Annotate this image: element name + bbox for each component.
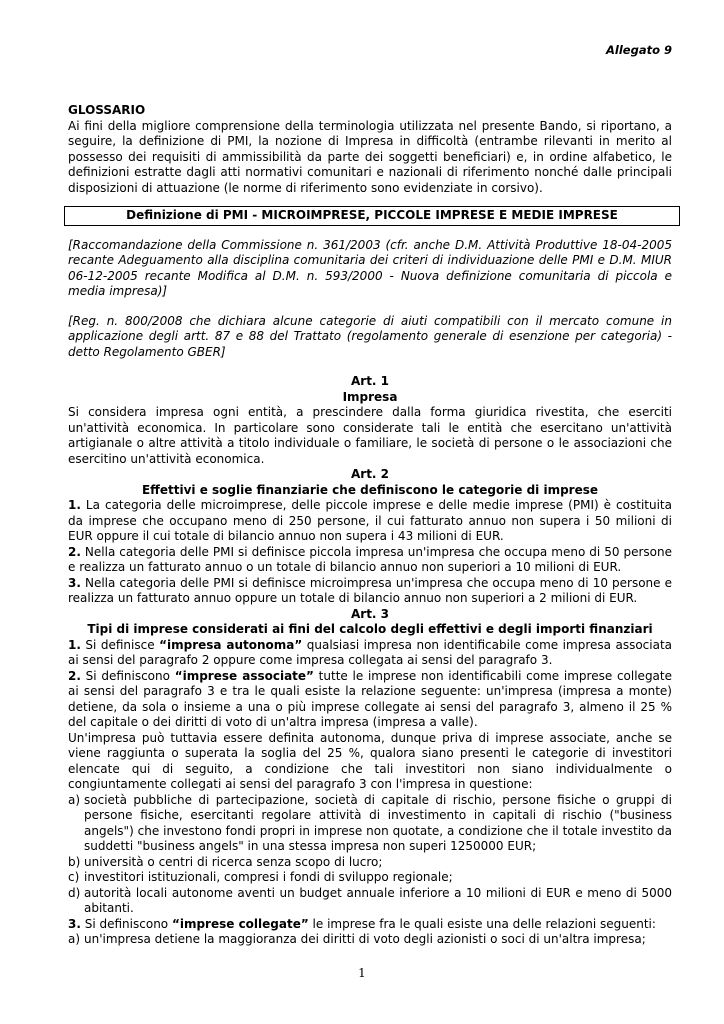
art3-p3-pre: Si definiscono — [80, 916, 172, 931]
definition-box: Definizione di PMI - MICROIMPRESE, PICCOLE IMPRESE E MEDIE IMPRESE — [64, 206, 680, 226]
art1-title: Impresa — [342, 389, 398, 404]
art3-p2-num: 2. — [68, 668, 81, 683]
art3-paragraph-3 — [68, 917, 672, 933]
glossario-section — [68, 103, 672, 196]
art3-p1-post: qualsiasi impresa non identificabile come impresa associata ai sensi del paragrafo 2 oppure come impresa collegata ai sensi del paragrafo 3. — [68, 637, 673, 667]
list-item — [68, 886, 672, 917]
list-item-text: investitori istituzionali, compresi i fondi di sviluppo regionale; — [84, 870, 453, 884]
art2-p2-num: 2. — [68, 544, 81, 559]
art3-p2-term: “imprese associate” — [174, 668, 314, 683]
list-item-text: autorità locali autonome aventi un budget annuale inferiore a 10 milioni di EUR e meno di 5000 abitanti. — [84, 885, 672, 915]
page-number: 1 — [358, 966, 366, 980]
art2-p1-num: 1. — [68, 498, 81, 512]
art2-p1-text: La categoria delle microimprese, delle piccole imprese e delle medie imprese (PMI) è costituita da imprese che occupano meno di 250 persone, il cui fatturato annuo non supera i 50 milioni di EUR oppure il cui totale di bilancio annuo non supera i 43 milioni di EUR. — [68, 498, 672, 543]
list-item-label: a) — [68, 792, 81, 807]
list-item-text: un'impresa detiene la maggioranza dei diritti di voto degli azionisti o soci di un'altra impresa; — [84, 932, 646, 946]
art3-p3-num: 3. — [68, 916, 81, 931]
art3-p3-post: le imprese fra le quali esiste una delle relazioni seguenti: — [308, 916, 656, 931]
list-item-text: università o centri di ricerca senza scopo di lucro; — [84, 854, 383, 869]
art1-number: Art. 1 — [350, 374, 390, 388]
art3-p2-post: tutte le imprese non identificabili come imprese collegate ai sensi del paragrafo 3 e tra le quali esiste la relazione seguente: un'impresa (impresa a monte) detiene, da sola o insieme a una o più imprese collegate ai sensi del paragrafo 3, almeno il 25 % del capitale o dei diritti di voto di un'altra impresa (impresa a valle). — [68, 668, 672, 729]
art3-paragraph-2 — [68, 669, 672, 731]
art3-p1-pre: Si definisce — [80, 637, 160, 652]
reference-2: [Reg. n. 800/2008 che dichiara alcune categorie di aiuti compatibili con il mercato comune in applicazione degli artt. 87 e 88 del Trattato (regolamento generale di esenzione per categoria) - detto Regolamento GBER] — [68, 313, 672, 359]
art2-title: Effettivi e soglie finanziarie che definiscono le categorie di imprese — [141, 482, 599, 497]
document-body — [68, 103, 672, 948]
list-item-label: c) — [68, 870, 80, 884]
collegate-list — [68, 932, 672, 948]
glossario-intro: Ai fini della migliore comprensione della terminologia utilizzata nel presente Bando, si riportano, a seguire, la definizione di PMI, la nozione di Impresa in difficoltà (entrambe rilevanti in merito al possesso dei requisiti di ammissibilità da parte dei soggetti beneficiari) e, in ordine alfabetico, le definizioni estratte dagli atti normativi comunitari e nazionali di riferimento nonché dalle principali disposizioni di attuazione (le norme di riferimento sono evidenziate in corsivo). — [68, 118, 672, 195]
list-item — [68, 932, 672, 948]
art3-p1-num: 1. — [68, 637, 81, 652]
art3-p1-term: “impresa autonoma” — [159, 637, 303, 652]
art3-paragraph-2b: Un'impresa può tuttavia essere definita autonoma, dunque priva di imprese associate, anche se viene raggiunta o superata la soglia del 25 %, qualora siano presenti le categorie di investitori elencate qui di seguito, a condizione che tali investitori non siano individualmente o congiuntamente collegati ai sensi del paragrafo 3 con l'impresa in questione: — [68, 730, 672, 791]
investor-list — [68, 793, 672, 917]
list-item — [68, 855, 672, 871]
list-item-label: b) — [68, 854, 81, 869]
list-item-text: società pubbliche di partecipazione, società di capitale di rischio, persone fisiche o gruppi di persone fisiche, esercitanti regolare attività di investimento in capitali di rischio ("business angels") che investono fondi propri in imprese non quotate, a condizione che il totale investito da suddetti "business angels" in una stessa impresa non superi 1250000 EUR; — [84, 792, 672, 853]
art3-p2-pre: Si definiscono — [80, 668, 175, 683]
art2-p3-num: 3. — [68, 575, 81, 590]
art2-paragraph-2 — [68, 545, 672, 576]
list-item — [68, 793, 672, 855]
art3-title: Tipi di imprese considerati ai fini del calcolo degli effettivi e degli importi finanziari — [87, 622, 653, 636]
art3-number: Art. 3 — [350, 606, 390, 621]
art2-p3-text: Nella categoria delle PMI si definisce microimpresa un'impresa che occupa meno di 10 persone e realizza un fatturato annuo oppure un totale di bilancio annuo non superiori a 2 milioni di EUR. — [68, 575, 672, 605]
art2-paragraph-1 — [68, 498, 672, 545]
art3-paragraph-1 — [68, 638, 672, 669]
art2-paragraph-3 — [68, 576, 672, 607]
art1-text: Si considera impresa ogni entità, a prescindere dalla forma giuridica rivestita, che eserciti un'attività economica. In particolare sono considerate tali le entità che esercitano un'attività artigianale o altre attività a titolo individuale o familiare, le società di persone o le associazioni che esercitino un'attività economica. — [68, 405, 672, 466]
art2-p2-text: Nella categoria delle PMI si definisce piccola impresa un'impresa che occupa meno di 50 persone e realizza un fatturato annuo o un totale di bilancio annuo non superiori a 10 milioni di EUR. — [68, 544, 672, 574]
allegato-label: Allegato 9 — [606, 43, 672, 57]
list-item — [68, 870, 672, 886]
glossario-title: GLOSSARIO — [68, 103, 146, 117]
art2-number: Art. 2 — [350, 467, 390, 481]
list-item-label: a) — [68, 932, 81, 946]
art3-p3-term: “imprese collegate” — [171, 916, 309, 931]
reference-1: [Raccomandazione della Commissione n. 361/2003 (cfr. anche D.M. Attività Produttive 18-04-2005 recante Adeguamento alla disciplina comunitaria dei criteri di individuazione delle PMI e D.M. MIUR 06-12-2005 recante Modifica al D.M. n. 593/2000 - Nuova definizione comunitaria di piccola e media impresa)] — [68, 237, 672, 298]
list-item-label: d) — [68, 885, 81, 900]
